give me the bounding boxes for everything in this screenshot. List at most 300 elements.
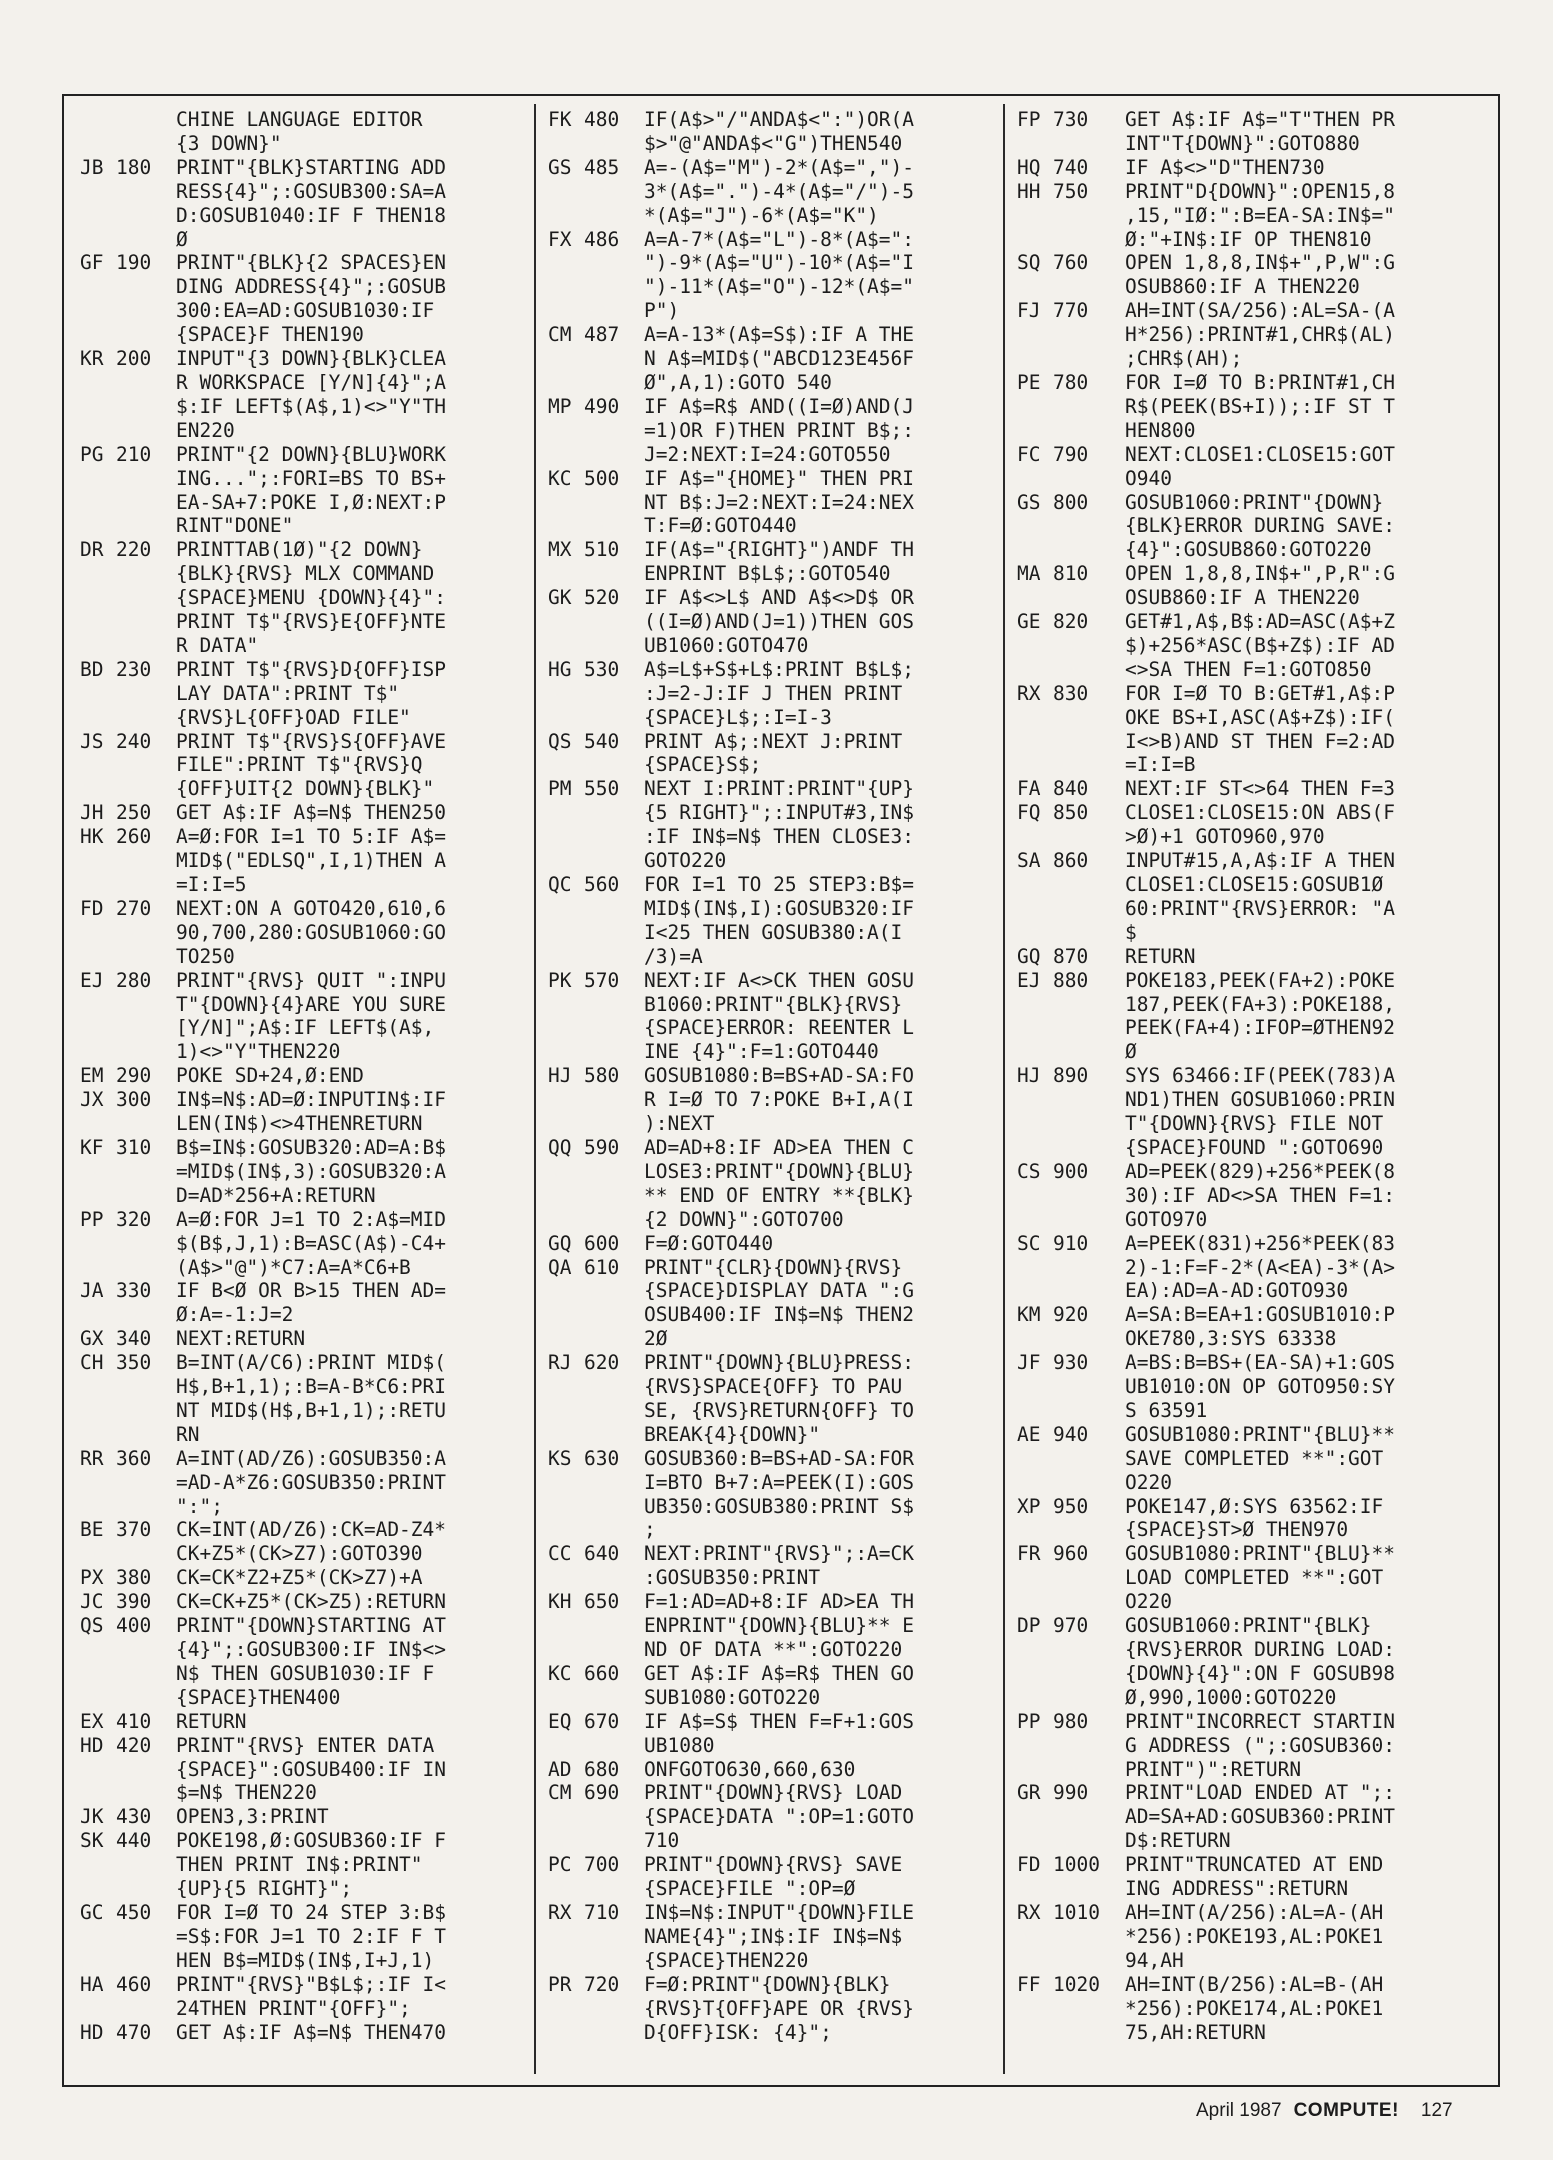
listing-row: [1017, 825, 1482, 849]
line-number: [1053, 1686, 1125, 1710]
code-text: UB1080: [644, 1733, 715, 1757]
checksum-code: PR: [548, 1972, 572, 1996]
checksum-code: [548, 275, 584, 299]
line-number: [584, 1088, 644, 1112]
checksum-code: [1017, 1016, 1053, 1040]
program-line: [1017, 1064, 1482, 1160]
code-text: NEXT:IF A<>CK THEN GOSU: [644, 968, 915, 992]
listing-row: [1017, 1160, 1482, 1184]
listing-row: [548, 993, 988, 1017]
checksum-code: [548, 1016, 584, 1040]
line-number: [116, 299, 176, 323]
code-text: PRINT"LOAD ENDED AT ";:: [1125, 1781, 1396, 1805]
program-line: [548, 1662, 988, 1710]
listing-row: [1017, 1399, 1482, 1423]
code-text: INPUT"{3 DOWN}{BLK}CLEA: [176, 347, 447, 371]
checksum-code: [548, 347, 584, 371]
listing-row: [1017, 347, 1482, 371]
listing-row: [548, 1232, 988, 1256]
program-line: [80, 156, 520, 252]
line-number: [116, 132, 176, 156]
listing-row: [80, 1160, 520, 1184]
code-text: B1060:PRINT"{BLK}{RVS}: [644, 992, 903, 1016]
checksum-code: [80, 204, 116, 228]
checksum-code: [1017, 753, 1053, 777]
program-line: [1017, 1351, 1482, 1423]
line-number: 480: [584, 108, 620, 131]
listing-row: [548, 1160, 988, 1184]
code-text: Ø: [176, 227, 188, 251]
line-number: 580: [584, 1064, 620, 1088]
listing-row: [548, 706, 988, 730]
line-number: [584, 1829, 644, 1853]
program-line: [548, 1901, 988, 1973]
listing-row: [80, 323, 520, 347]
checksum-code: KC: [548, 466, 572, 490]
listing-row: [1017, 1781, 1482, 1805]
code-text: CK+Z5*(CK>Z7):GOTO390: [176, 1542, 423, 1566]
listing-row: [1017, 801, 1482, 825]
checksum-code: [548, 1949, 584, 1973]
checksum-code: [548, 1829, 584, 1853]
code-text: A=A-7*(A$="L")-8*(A$=":: [644, 227, 915, 251]
line-number: [584, 1327, 644, 1351]
program-line: [548, 969, 988, 1065]
listing-row: [1017, 1351, 1482, 1375]
checksum-code: [80, 1184, 116, 1208]
checksum-code: JA: [80, 1279, 104, 1303]
listing-row: [80, 1686, 520, 1710]
code-text: ,15,"IØ:":B=EA-SA:IN$=": [1125, 203, 1396, 227]
line-number: 740: [1053, 155, 1089, 179]
listing-row: [548, 682, 988, 706]
listing-row: [548, 299, 988, 323]
code-text: $: [1125, 920, 1137, 944]
line-number: [584, 1686, 644, 1710]
listing-row: [548, 1088, 988, 1112]
listing-row: [548, 323, 988, 347]
checksum-code: [80, 419, 116, 443]
checksum-code: RX: [1017, 681, 1041, 705]
checksum-code: [80, 1758, 116, 1782]
checksum-code: FC: [1017, 442, 1041, 466]
line-number: 890: [1053, 1064, 1089, 1088]
code-text: F=Ø:GOTO440: [644, 1231, 774, 1255]
checksum-code: [80, 323, 116, 347]
listing-row: [548, 1877, 988, 1901]
listing-row: [1017, 1590, 1482, 1614]
listing-row: [1017, 1256, 1482, 1280]
code-text: 75,AH:RETURN: [1125, 2020, 1266, 2044]
checksum-code: GF: [80, 251, 104, 275]
code-text: OSUB860:IF A THEN220: [1125, 586, 1360, 610]
program-line: [80, 1566, 520, 1590]
listing-row: [80, 1973, 520, 1997]
code-text: INT"T{DOWN}":GOTO880: [1125, 131, 1360, 155]
code-text: FOR I=Ø TO B:PRINT#1,CH: [1125, 370, 1396, 394]
listing-row: [1017, 730, 1482, 754]
program-line: [80, 1208, 520, 1280]
line-number: 830: [1053, 681, 1089, 705]
listing-row: [1017, 1853, 1482, 1877]
checksum-code: JF: [1017, 1351, 1041, 1375]
magazine-name: COMPUTE!: [1293, 2100, 1399, 2121]
checksum-code: [548, 491, 584, 515]
line-number: [584, 1566, 644, 1590]
code-text: =AD-A*Z6:GOSUB350:PRINT: [176, 1470, 447, 1494]
program-line: [1017, 969, 1482, 1065]
line-number: [584, 849, 644, 873]
line-number: [584, 562, 644, 586]
program-line: [80, 1710, 520, 1734]
code-text: CK=CK+Z5*(CK>Z5):RETURN: [176, 1590, 447, 1614]
listing-row: [548, 491, 988, 515]
line-number: [1053, 1734, 1125, 1758]
listing-row: [548, 873, 988, 897]
listing-row: [548, 395, 988, 419]
code-text: ;CHR$(AH);: [1125, 347, 1243, 371]
program-line: [80, 1518, 520, 1566]
line-number: [116, 1423, 176, 1447]
program-line: [80, 1805, 520, 1829]
line-number: [116, 1160, 176, 1184]
line-number: [116, 1638, 176, 1662]
listing-row: [1017, 897, 1482, 921]
checksum-code: GX: [80, 1327, 104, 1351]
checksum-code: [80, 1638, 116, 1662]
listing-row: [548, 897, 988, 921]
listing-row: [1017, 1877, 1482, 1901]
code-text: N$ THEN GOSUB1030:IF F: [176, 1661, 435, 1685]
listing-row: [548, 969, 988, 993]
line-number: [1053, 921, 1125, 945]
code-text: PRINT"{DOWN}{RVS} SAVE: [644, 1853, 903, 1877]
line-number: [116, 1399, 176, 1423]
listing-row: [80, 993, 520, 1017]
checksum-code: EJ: [80, 968, 104, 992]
listing-row: [80, 228, 520, 252]
line-number: [1053, 1949, 1125, 1973]
checksum-code: QC: [548, 873, 572, 896]
listing-row: [548, 849, 988, 873]
line-number: [1053, 1829, 1125, 1853]
line-number: [1053, 1256, 1125, 1280]
listing-row: [80, 1351, 520, 1375]
checksum-code: [1017, 897, 1053, 921]
program-line: [80, 1447, 520, 1519]
checksum-code: [80, 395, 116, 419]
listing-row: [80, 730, 520, 754]
listing-row: [1017, 323, 1482, 347]
listing-row: [1017, 204, 1482, 228]
line-number: [584, 1279, 644, 1303]
listing-row: [548, 1734, 988, 1758]
checksum-code: HH: [1017, 179, 1041, 203]
code-text: {SPACE}FOUND ":GOTO690: [1125, 1135, 1384, 1159]
listing-row: [1017, 371, 1482, 395]
checksum-code: [548, 419, 584, 443]
checksum-code: [548, 1112, 584, 1136]
line-number: [116, 610, 176, 634]
listing-row: [548, 1686, 988, 1710]
code-text: PRINT"{DOWN}{RVS} LOAD: [644, 1781, 903, 1805]
checksum-code: [548, 1208, 584, 1232]
line-number: [1053, 514, 1125, 538]
line-number: [1053, 825, 1125, 849]
line-number: [1053, 1279, 1125, 1303]
checksum-code: RJ: [548, 1351, 572, 1375]
listing-row: [548, 1208, 988, 1232]
code-text: T"{DOWN}{4}ARE YOU SURE: [176, 992, 447, 1016]
code-text: D=AD*256+A:RETURN: [176, 1183, 376, 1207]
checksum-code: [548, 1327, 584, 1351]
listing-row: [1017, 538, 1482, 562]
code-text: {BLK}{RVS} MLX COMMAND: [176, 562, 435, 586]
checksum-code: [548, 204, 584, 228]
listing-row: [548, 1351, 988, 1375]
line-number: 760: [1053, 251, 1089, 275]
checksum-code: [1017, 1662, 1053, 1686]
checksum-code: KC: [548, 1661, 572, 1685]
code-text: SE, {RVS}RETURN{OFF} TO: [644, 1398, 915, 1422]
checksum-code: FJ: [1017, 299, 1041, 323]
line-number: 340: [116, 1327, 152, 1351]
line-number: 200: [116, 347, 152, 371]
code-text: 24THEN PRINT"{OFF}";: [176, 1996, 411, 2020]
line-number: [116, 1686, 176, 1710]
code-text: HEN B$=MID$(IN$,I+J,1): [176, 1948, 435, 1972]
listing-row: [80, 610, 520, 634]
code-text: Ø:A=-1:J=2: [176, 1303, 294, 1327]
checksum-code: CH: [80, 1351, 104, 1375]
line-number: [1053, 1877, 1125, 1901]
line-number: [1053, 993, 1125, 1017]
code-text: I=BTO B+7:A=PEEK(I):GOS: [644, 1470, 915, 1494]
line-number: 530: [584, 657, 620, 681]
line-number: 630: [584, 1446, 620, 1470]
checksum-code: [1017, 395, 1053, 419]
code-text: {SPACE}L$;:I=I-3: [644, 705, 832, 729]
code-text: ":";: [176, 1494, 223, 1518]
line-number: [584, 1208, 644, 1232]
listing-row: [80, 1184, 520, 1208]
line-number: [584, 1614, 644, 1638]
line-number: 690: [584, 1781, 620, 1805]
line-number: [1053, 1997, 1125, 2021]
listing-row: [80, 275, 520, 299]
listing-row: [1017, 1471, 1482, 1495]
program-line: [80, 1734, 520, 1806]
checksum-code: [548, 1088, 584, 1112]
code-text: MID$("EDLSQ",I,1)THEN A: [176, 849, 447, 873]
line-number: [1053, 1590, 1125, 1614]
checksum-code: [1017, 347, 1053, 371]
listing-row: [548, 1112, 988, 1136]
listing-row: [1017, 419, 1482, 443]
listing-row: [80, 1016, 520, 1040]
listing-row: [80, 1279, 520, 1303]
listing-row: [548, 634, 988, 658]
listing-row: [1017, 1805, 1482, 1829]
listing-row: [1017, 1829, 1482, 1853]
checksum-code: [1017, 467, 1053, 491]
listing-row: [80, 1829, 520, 1853]
listing-row: [80, 1088, 520, 1112]
code-text: OPEN 1,8,8,IN$+",P,R":G: [1125, 562, 1396, 586]
line-number: [116, 1303, 176, 1327]
listing-row: [80, 1208, 520, 1232]
program-line: [80, 969, 520, 1065]
code-text: :IF IN$=N$ THEN CLOSE3:: [644, 825, 915, 849]
code-text: NAME{4}";IN$:IF IN$=N$: [644, 1924, 903, 1948]
line-number: [1053, 1638, 1125, 1662]
code-text: NEXT:RETURN: [176, 1327, 306, 1351]
listing-row: [548, 443, 988, 467]
line-number: [584, 299, 644, 323]
checksum-code: [1017, 204, 1053, 228]
program-line: [1017, 1901, 1482, 1973]
listing-row: [1017, 1566, 1482, 1590]
listing-row: [548, 1997, 988, 2021]
program-line: [548, 1064, 988, 1136]
line-number: [1053, 1112, 1125, 1136]
code-text: 300:EA=AD:GOSUB1030:IF: [176, 299, 435, 323]
checksum-code: PX: [80, 1566, 104, 1590]
listing-row: [548, 1614, 988, 1638]
listing-row: [1017, 634, 1482, 658]
code-text: PRINT"{2 DOWN}{BLU}WORK: [176, 442, 447, 466]
line-number: [1053, 1925, 1125, 1949]
checksum-code: [1017, 1829, 1053, 1853]
program-line: [80, 1829, 520, 1901]
checksum-code: [548, 1614, 584, 1638]
checksum-code: [80, 706, 116, 730]
line-number: 980: [1053, 1709, 1089, 1733]
code-text: AH=INT(B/256):AL=B-(AH: [1125, 1972, 1384, 1996]
checksum-code: [80, 1471, 116, 1495]
line-number: [1053, 275, 1125, 299]
checksum-code: [80, 1375, 116, 1399]
code-text: RESS{4}";:GOSUB300:SA=A: [176, 179, 447, 203]
listing-row: [1017, 1686, 1482, 1710]
checksum-code: MP: [548, 394, 572, 418]
checksum-code: [548, 1375, 584, 1399]
code-text: A=INT(AD/Z6):GOSUB350:A: [176, 1446, 447, 1470]
listing-row: [80, 251, 520, 275]
listing-row: [1017, 1088, 1482, 1112]
code-text: NEXT:PRINT"{RVS}";:A=CK: [644, 1542, 915, 1566]
checksum-code: [548, 1184, 584, 1208]
checksum-code: KH: [548, 1590, 572, 1614]
checksum-code: JB: [80, 155, 104, 179]
listing-row: [548, 275, 988, 299]
code-text: IF(A$>"/"ANDA$<":")OR(A: [644, 108, 915, 131]
line-number: [116, 586, 176, 610]
checksum-code: HJ: [1017, 1064, 1041, 1088]
listing-row: [1017, 658, 1482, 682]
checksum-code: [80, 849, 116, 873]
line-number: [584, 1949, 644, 1973]
line-number: [1053, 467, 1125, 491]
listing-row: [80, 1495, 520, 1519]
code-text: SAVE COMPLETED **":GOT: [1125, 1446, 1384, 1470]
checksum-code: [1017, 275, 1053, 299]
line-number: [584, 1518, 644, 1542]
listing-row: [80, 1471, 520, 1495]
program-line: [80, 443, 520, 539]
code-text: IF A$="{HOME}" THEN PRI: [644, 466, 915, 490]
line-number: 770: [1053, 299, 1089, 323]
listing-row: [80, 491, 520, 515]
listing-row: [80, 1662, 520, 1686]
line-number: [584, 491, 644, 515]
code-text: 1)<>"Y"THEN220: [176, 1040, 341, 1064]
code-text: GET#1,A$,B$:AD=ASC(A$+Z: [1125, 610, 1396, 634]
code-text: F=Ø:PRINT"{DOWN}{BLK}: [644, 1972, 891, 1996]
code-text: EA-SA+7:POKE I,Ø:NEXT:P: [176, 490, 447, 514]
program-line: [548, 1973, 988, 2045]
program-line: [1017, 1423, 1482, 1495]
line-number: [116, 514, 176, 538]
code-text: PRINT"{DOWN}{BLU}PRESS:: [644, 1351, 915, 1375]
program-line: [548, 1542, 988, 1590]
checksum-code: [80, 1399, 116, 1423]
checksum-code: SA: [1017, 849, 1041, 873]
line-number: [1053, 1447, 1125, 1471]
code-text: {4}";:GOSUB300:IF IN$<>: [176, 1638, 447, 1661]
listing-row: [80, 1303, 520, 1327]
program-line: [548, 1781, 988, 1853]
line-number: [584, 1997, 644, 2021]
code-text: A=BS:B=BS+(EA-SA)+1:GOS: [1125, 1351, 1396, 1375]
line-number: [1053, 2021, 1125, 2045]
code-text: T"{DOWN}{RVS} FILE NOT: [1125, 1112, 1384, 1136]
line-number: 350: [116, 1351, 152, 1375]
checksum-code: CM: [548, 323, 572, 347]
line-number: [1053, 730, 1125, 754]
code-text: {5 RIGHT}";:INPUT#3,IN$: [644, 801, 915, 825]
program-line: [548, 586, 988, 658]
line-number: 680: [584, 1757, 620, 1781]
program-line: [80, 1973, 520, 2021]
listing-row: [548, 2021, 988, 2045]
checksum-code: [80, 275, 116, 299]
listing-row: [1017, 1758, 1482, 1782]
code-text: (A$>"@")*C7:A=A*C6+B: [176, 1255, 411, 1279]
line-number: [584, 275, 644, 299]
code-text: 30):IF AD<>SA THEN F=1:: [1125, 1183, 1396, 1207]
line-number: [116, 1949, 176, 1973]
code-text: A$=L$+S$+L$:PRINT B$L$;: [644, 657, 915, 681]
line-number: [116, 204, 176, 228]
line-number: 640: [584, 1542, 620, 1566]
listing-row: [1017, 251, 1482, 275]
line-number: [116, 371, 176, 395]
checksum-code: [548, 801, 584, 825]
program-line: [1017, 801, 1482, 849]
listing-row: [548, 251, 988, 275]
code-text: AH=INT(SA/256):AL=SA-(A: [1125, 299, 1396, 323]
checksum-code: [548, 180, 584, 204]
line-number: 180: [116, 155, 152, 179]
line-number: [584, 1184, 644, 1208]
line-number: [1053, 1136, 1125, 1160]
line-number: [116, 1232, 176, 1256]
checksum-code: [548, 1686, 584, 1710]
listing-row: [1017, 2021, 1482, 2045]
checksum-code: RX: [548, 1900, 572, 1924]
code-text: GOSUB1080:B=BS+AD-SA:FO: [644, 1064, 915, 1088]
